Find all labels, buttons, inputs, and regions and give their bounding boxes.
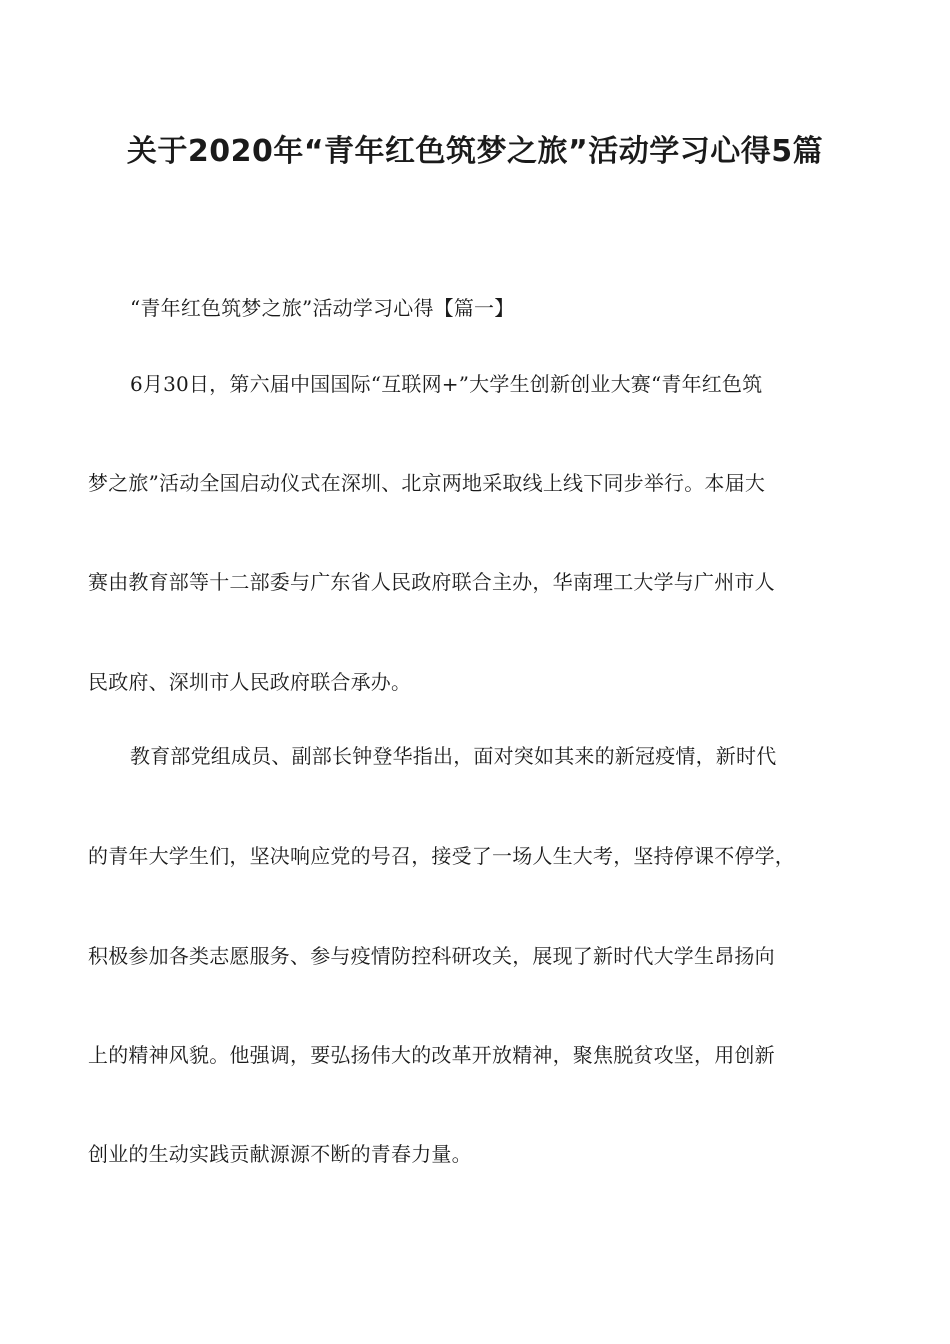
- paragraph-2-line-3: 积极参加各类志愿服务、参与疫情防控科研攻关，展现了新时代大学生昂扬向: [88, 944, 775, 968]
- paragraph-2-line-1: 教育部党组成员、副部长钟登华指出，面对突如其来的新冠疫情，新时代: [130, 744, 777, 768]
- paragraph-1-line-1: 6月30日，第六届中国国际“互联网+”大学生创新创业大赛“青年红色筑: [130, 372, 763, 396]
- paragraph-1-line-2: 梦之旅”活动全国启动仪式在深圳、北京两地采取线上线下同步举行。本届大: [88, 471, 766, 495]
- paragraph-2-line-5: 创业的生动实践贡献源源不断的青春力量。: [88, 1142, 472, 1166]
- paragraph-1-line-4: 民政府、深圳市人民政府联合承办。: [88, 670, 412, 694]
- paragraph-2-line-2: 的青年大学生们，坚决响应党的号召，接受了一场人生大考，坚持停课不停学，: [88, 844, 795, 868]
- paragraph-2-line-4: 上的精神风貌。他强调，要弘扬伟大的改革开放精神，聚焦脱贫攻坚，用创新: [88, 1043, 775, 1067]
- document-title: 关于2020年“青年红色筑梦之旅”活动学习心得5篇: [126, 134, 824, 169]
- section-heading: “青年红色筑梦之旅”活动学习心得【篇一】: [130, 296, 515, 320]
- paragraph-1-line-3: 赛由教育部等十二部委与广东省人民政府联合主办，华南理工大学与广州市人: [88, 570, 775, 594]
